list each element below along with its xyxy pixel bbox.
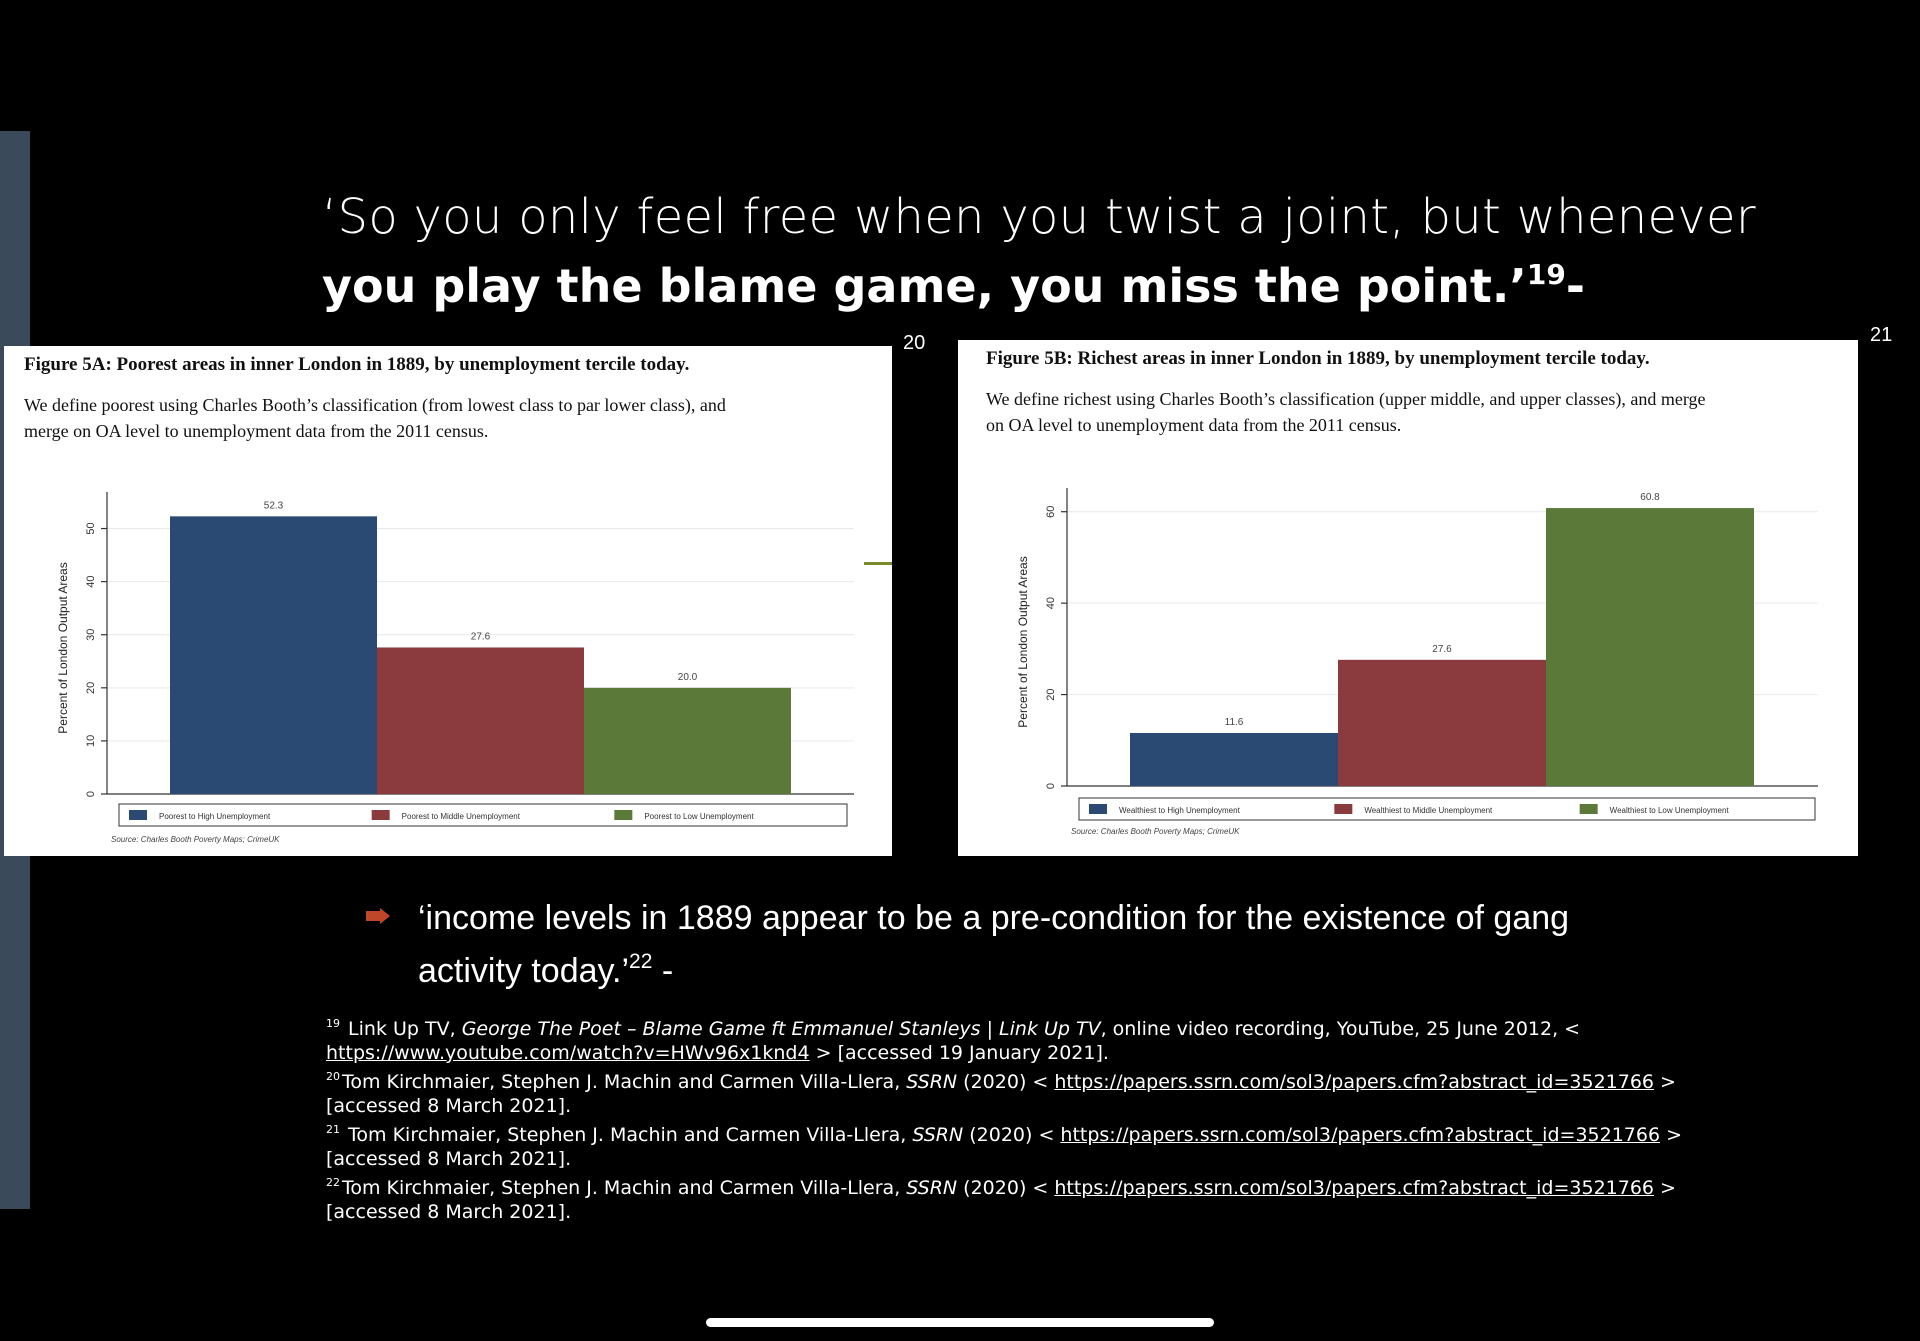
footnote-journal: SSRN xyxy=(906,1071,958,1093)
footnote-journal: SSRN xyxy=(912,1124,964,1146)
chart-source: Source: Charles Booth Poverty Maps; CrimeUK xyxy=(111,835,280,844)
legend-swatch xyxy=(129,810,147,820)
legend-swatch xyxy=(372,810,390,820)
legend-label: Poorest to Middle Unemployment xyxy=(401,812,520,821)
figure-5a-desc-line1: We define poorest using Charles Booth’s classification (from lowest class to par lower class), and xyxy=(24,395,726,415)
slide-quote xyxy=(322,188,1782,315)
footnote-text: > xyxy=(1660,1124,1683,1146)
bar xyxy=(1546,508,1754,786)
figure-5b-chart xyxy=(958,340,1858,856)
legend-label: Poorest to Low Unemployment xyxy=(644,812,754,821)
footnote-20-line2: [accessed 8 March 2021]. xyxy=(326,1095,572,1117)
home-indicator-bar[interactable] xyxy=(706,1318,1214,1327)
quote-footnote-ref: 19 xyxy=(1526,258,1566,291)
footnote-text: > xyxy=(1654,1177,1676,1199)
quote-suffix: - xyxy=(1565,259,1585,313)
footnote-22 xyxy=(326,1171,1746,1200)
bar xyxy=(584,688,791,794)
legend-swatch xyxy=(1089,804,1107,814)
y-tick-label: 20 xyxy=(1044,688,1057,701)
footnote-text: (2020) < xyxy=(963,1124,1061,1146)
y-tick-label: 40 xyxy=(1044,597,1057,610)
footnote-text: Link Up TV, xyxy=(342,1018,462,1040)
footnote-text: > [accessed 19 January 2021]. xyxy=(809,1042,1109,1064)
footnote-link[interactable]: https://papers.ssrn.com/sol3/papers.cfm?abstract_id=3521766 xyxy=(1054,1071,1655,1093)
y-axis-label: Percent of London Output Areas xyxy=(56,562,70,734)
footnote-link[interactable]: https://www.youtube.com/watch?v=HWv96x1knd4 xyxy=(326,1042,810,1064)
arrow-bullet-icon xyxy=(366,908,390,924)
figure-b-number: 21 xyxy=(1870,324,1893,346)
y-tick-label: 50 xyxy=(84,522,97,535)
legend-swatch xyxy=(614,810,632,820)
footnote-text: | xyxy=(980,1018,1000,1040)
figure-5b-title: Figure 5B: Richest areas in inner London in 1889, by unemployment tercile today. xyxy=(986,348,1650,369)
legend-label: Wealthiest to High Unemployment xyxy=(1119,806,1240,815)
footnote-text: (2020) < xyxy=(957,1071,1055,1093)
legend-label: Wealthiest to Middle Unemployment xyxy=(1364,806,1493,815)
figure-5a-chart xyxy=(4,346,892,856)
legend-label: Wealthiest to Low Unemployment xyxy=(1609,806,1729,815)
data-label: 27.6 xyxy=(1432,643,1452,655)
bullet-text-line1: ‘income levels in 1889 appear to be a pre-condition for the existence of gang xyxy=(418,899,1570,937)
bar xyxy=(1338,660,1546,786)
footnote-number: 21 xyxy=(326,1123,340,1136)
figure-5b-desc-line1: We define richest using Charles Booth’s classification (upper middle, and upper classes), and merge xyxy=(986,389,1706,409)
footnotes xyxy=(326,1012,1746,1224)
figure-5b-desc-line2: on OA level to unemployment data from the 2011 census. xyxy=(986,415,1402,435)
footnote-number: 19 xyxy=(326,1017,340,1030)
legend-label: Poorest to High Unemployment xyxy=(159,812,271,821)
data-label: 20.0 xyxy=(677,671,698,683)
bar xyxy=(377,647,584,794)
figure-a-number: 20 xyxy=(903,332,926,354)
y-tick-label: 20 xyxy=(84,681,97,694)
footnote-link[interactable]: https://papers.ssrn.com/sol3/papers.cfm?abstract_id=3521766 xyxy=(1054,1177,1655,1199)
bullet-text-line2-wrap xyxy=(418,940,1698,993)
figure-5b xyxy=(958,340,1858,856)
chart-source: Source: Charles Booth Poverty Maps; CrimeUK xyxy=(1071,827,1240,836)
footnote-text: > xyxy=(1654,1071,1676,1093)
data-label: 60.8 xyxy=(1640,492,1660,504)
bullet-text-line2: activity today.’ xyxy=(418,952,630,990)
decorative-dash xyxy=(864,562,892,565)
footnote-number: 20 xyxy=(326,1070,340,1083)
footnote-channel: Link Up TV xyxy=(999,1018,1101,1040)
y-tick-label: 60 xyxy=(1044,505,1057,518)
data-label: 11.6 xyxy=(1224,716,1244,728)
bullet-suffix: - xyxy=(652,952,674,990)
footnote-21-line2: [accessed 8 March 2021]. xyxy=(326,1148,572,1170)
footnote-19 xyxy=(326,1012,1746,1041)
y-axis-label: Percent of London Output Areas xyxy=(1016,556,1030,728)
footnote-22-line2: [accessed 8 March 2021]. xyxy=(326,1201,572,1223)
footnote-text: Tom Kirchmaier, Stephen J. Machin and Carmen Villa-Llera, xyxy=(342,1071,907,1093)
y-tick-label: 40 xyxy=(84,575,97,588)
legend-swatch xyxy=(1580,804,1598,814)
footnote-text: , online video recording, YouTube, 25 June 2012, < xyxy=(1100,1018,1581,1040)
data-label: 52.3 xyxy=(263,500,284,512)
footnote-20 xyxy=(326,1065,1746,1094)
bar xyxy=(1130,733,1338,786)
y-tick-label: 30 xyxy=(84,628,97,641)
footnote-title: George The Poet – Blame Game ft Emmanuel Stanleys xyxy=(461,1018,981,1040)
footnote-text: Tom Kirchmaier, Stephen J. Machin and Carmen Villa-Llera, xyxy=(342,1124,913,1146)
quote-line-1: ‘So you only feel free when you twist a joint, but whenever xyxy=(322,189,1756,245)
y-tick-label: 10 xyxy=(84,734,97,748)
bullet-text xyxy=(418,896,1698,993)
data-label: 27.6 xyxy=(470,631,491,643)
figure-5a-title: Figure 5A: Poorest areas in inner London in 1889, by unemployment tercile today. xyxy=(24,354,690,375)
figure-5a xyxy=(4,346,892,856)
y-tick-label: 0 xyxy=(1044,782,1057,790)
footnote-21 xyxy=(326,1118,1746,1147)
footnote-link[interactable]: https://papers.ssrn.com/sol3/papers.cfm?abstract_id=3521766 xyxy=(1060,1124,1661,1146)
footnote-text: (2020) < xyxy=(957,1177,1055,1199)
legend-swatch xyxy=(1334,804,1352,814)
footnote-19-line2 xyxy=(326,1041,1746,1065)
quote-line-2 xyxy=(322,246,1782,315)
bullet-footnote-ref: 22 xyxy=(629,950,653,973)
footnote-number: 22 xyxy=(326,1176,340,1189)
quote-line-2-text: you play the blame game, you miss the point.’ xyxy=(322,259,1527,313)
figure-5a-desc-line2: merge on OA level to unemployment data from the 2011 census. xyxy=(24,421,489,441)
y-tick-label: 0 xyxy=(84,790,97,798)
footnote-text: Tom Kirchmaier, Stephen J. Machin and Carmen Villa-Llera, xyxy=(342,1177,907,1199)
bar xyxy=(170,516,377,794)
footnote-journal: SSRN xyxy=(906,1177,958,1199)
